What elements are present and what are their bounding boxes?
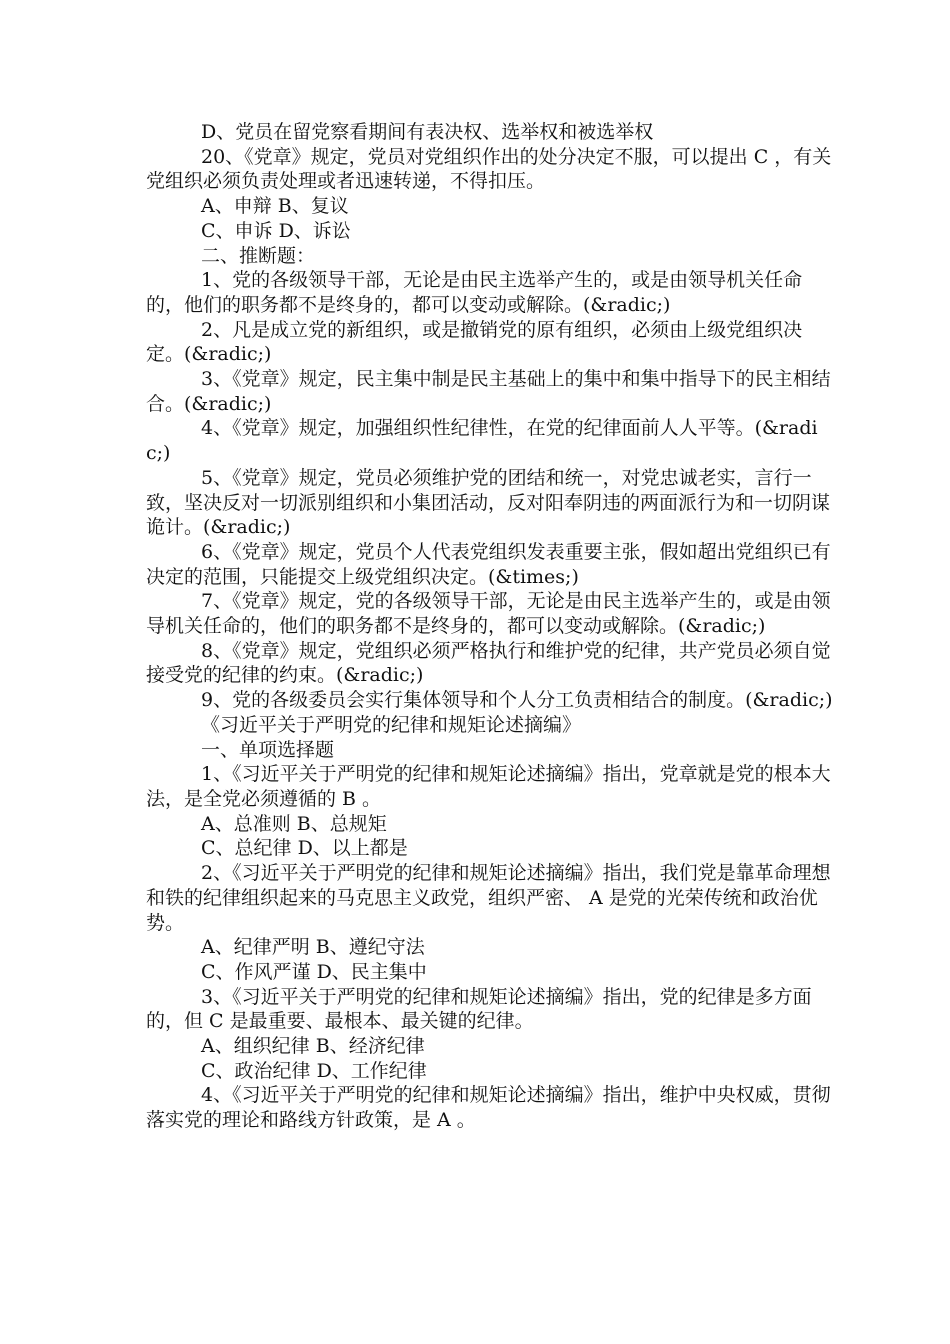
paragraph: 2、《习近平关于严明党的纪律和规矩论述摘编》指出，我们党是靠革命理想和铁的纪律组织起来的马克思主义政党，组织严密、 A 是党的光荣传统和政治优势。 — [146, 862, 831, 934]
paragraph: A、纪律严明 B、遵纪守法 — [201, 936, 425, 959]
paragraph: 2、凡是成立党的新组织，或是撤销党的原有组织，必须由上级党组织决定。(&radic;) — [146, 318, 803, 366]
paragraph: A、组织纪律 B、经济纪律 — [201, 1035, 425, 1058]
paragraph: 6、《党章》规定，党员个人代表党组织发表重要主张，假如超出党组织已有决定的范围，只能提交上级党组织决定。(&times;) — [146, 540, 831, 588]
section-heading: 二、推断题： — [201, 244, 316, 267]
section-heading: 一、单项选择题 — [201, 738, 335, 761]
paragraph: 1、党的各级领导干部，无论是由民主选举产生的，或是由领导机关任命的，他们的职务都不是终身的，都可以变动或解除。(&radic;) — [146, 269, 803, 316]
paragraph: 3、《党章》规定，民主集中制是民主基础上的集中和集中指导下的民主相结合。(&radic;) — [146, 368, 831, 415]
paragraph: 1、《习近平关于严明党的纪律和规矩论述摘编》指出，党章就是党的根本大法，是全党必须遵循的 B 。 — [146, 763, 831, 810]
paragraph: 5、《党章》规定，党员必须维护党的团结和统一，对党忠诚老实，言行一致，坚决反对一切派别组织和小集团活动，反对阳奉阴违的两面派行为和一切阴谋诡计。(&radic;) — [146, 466, 831, 539]
paragraph: D、党员在留党察看期间有表决权、选举权和被选举权 — [201, 121, 654, 143]
paragraph: C、作风严谨 D、民主集中 — [201, 960, 427, 983]
paragraph: 9、党的各级委员会实行集体领导和个人分工负责相结合的制度。(&radic;) — [201, 689, 833, 712]
paragraph: 8、《党章》规定，党组织必须严格执行和维护党的纪律，共产党员必须自觉接受党的纪律的约束。(&radic;) — [146, 639, 831, 687]
paragraph: 3、《习近平关于严明党的纪律和规矩论述摘编》指出，党的纪律是多方面的，但 C 是最重要、最根本、最关键的纪律。 — [146, 985, 812, 1033]
paragraph: C、政治纪律 D、工作纪律 — [201, 1059, 427, 1082]
document-title: 《习近平关于严明党的纪律和规矩论述摘编》 — [201, 713, 582, 736]
paragraph: C、申诉 D、诉讼 — [201, 219, 351, 242]
paragraph: 4、《习近平关于严明党的纪律和规矩论述摘编》指出，维护中央权威，贯彻落实党的理论和路线方针政策，是 A 。 — [146, 1084, 831, 1132]
paragraph: C、总纪律 D、以上都是 — [201, 837, 408, 860]
paragraph: 4、《党章》规定，加强组织性纪律性，在党的纪律面前人人平等。(&radic;) — [146, 417, 818, 465]
paragraph: A、总准则 B、总规矩 — [201, 812, 387, 835]
paragraph: 20、《党章》规定，党员对党组织作出的处分决定不服，可以提出 C ，有关党组织必须负责处理或者迅速转递，不得扣压。 — [146, 145, 832, 193]
document-page — [146, 120, 836, 1133]
paragraph: 7、《党章》规定，党的各级领导干部，无论是由民主选举产生的，或是由领导机关任命的，他们的职务都不是终身的，都可以变动或解除。(&radic;) — [146, 590, 831, 638]
paragraph: A、申辩 B、复议 — [201, 195, 349, 218]
